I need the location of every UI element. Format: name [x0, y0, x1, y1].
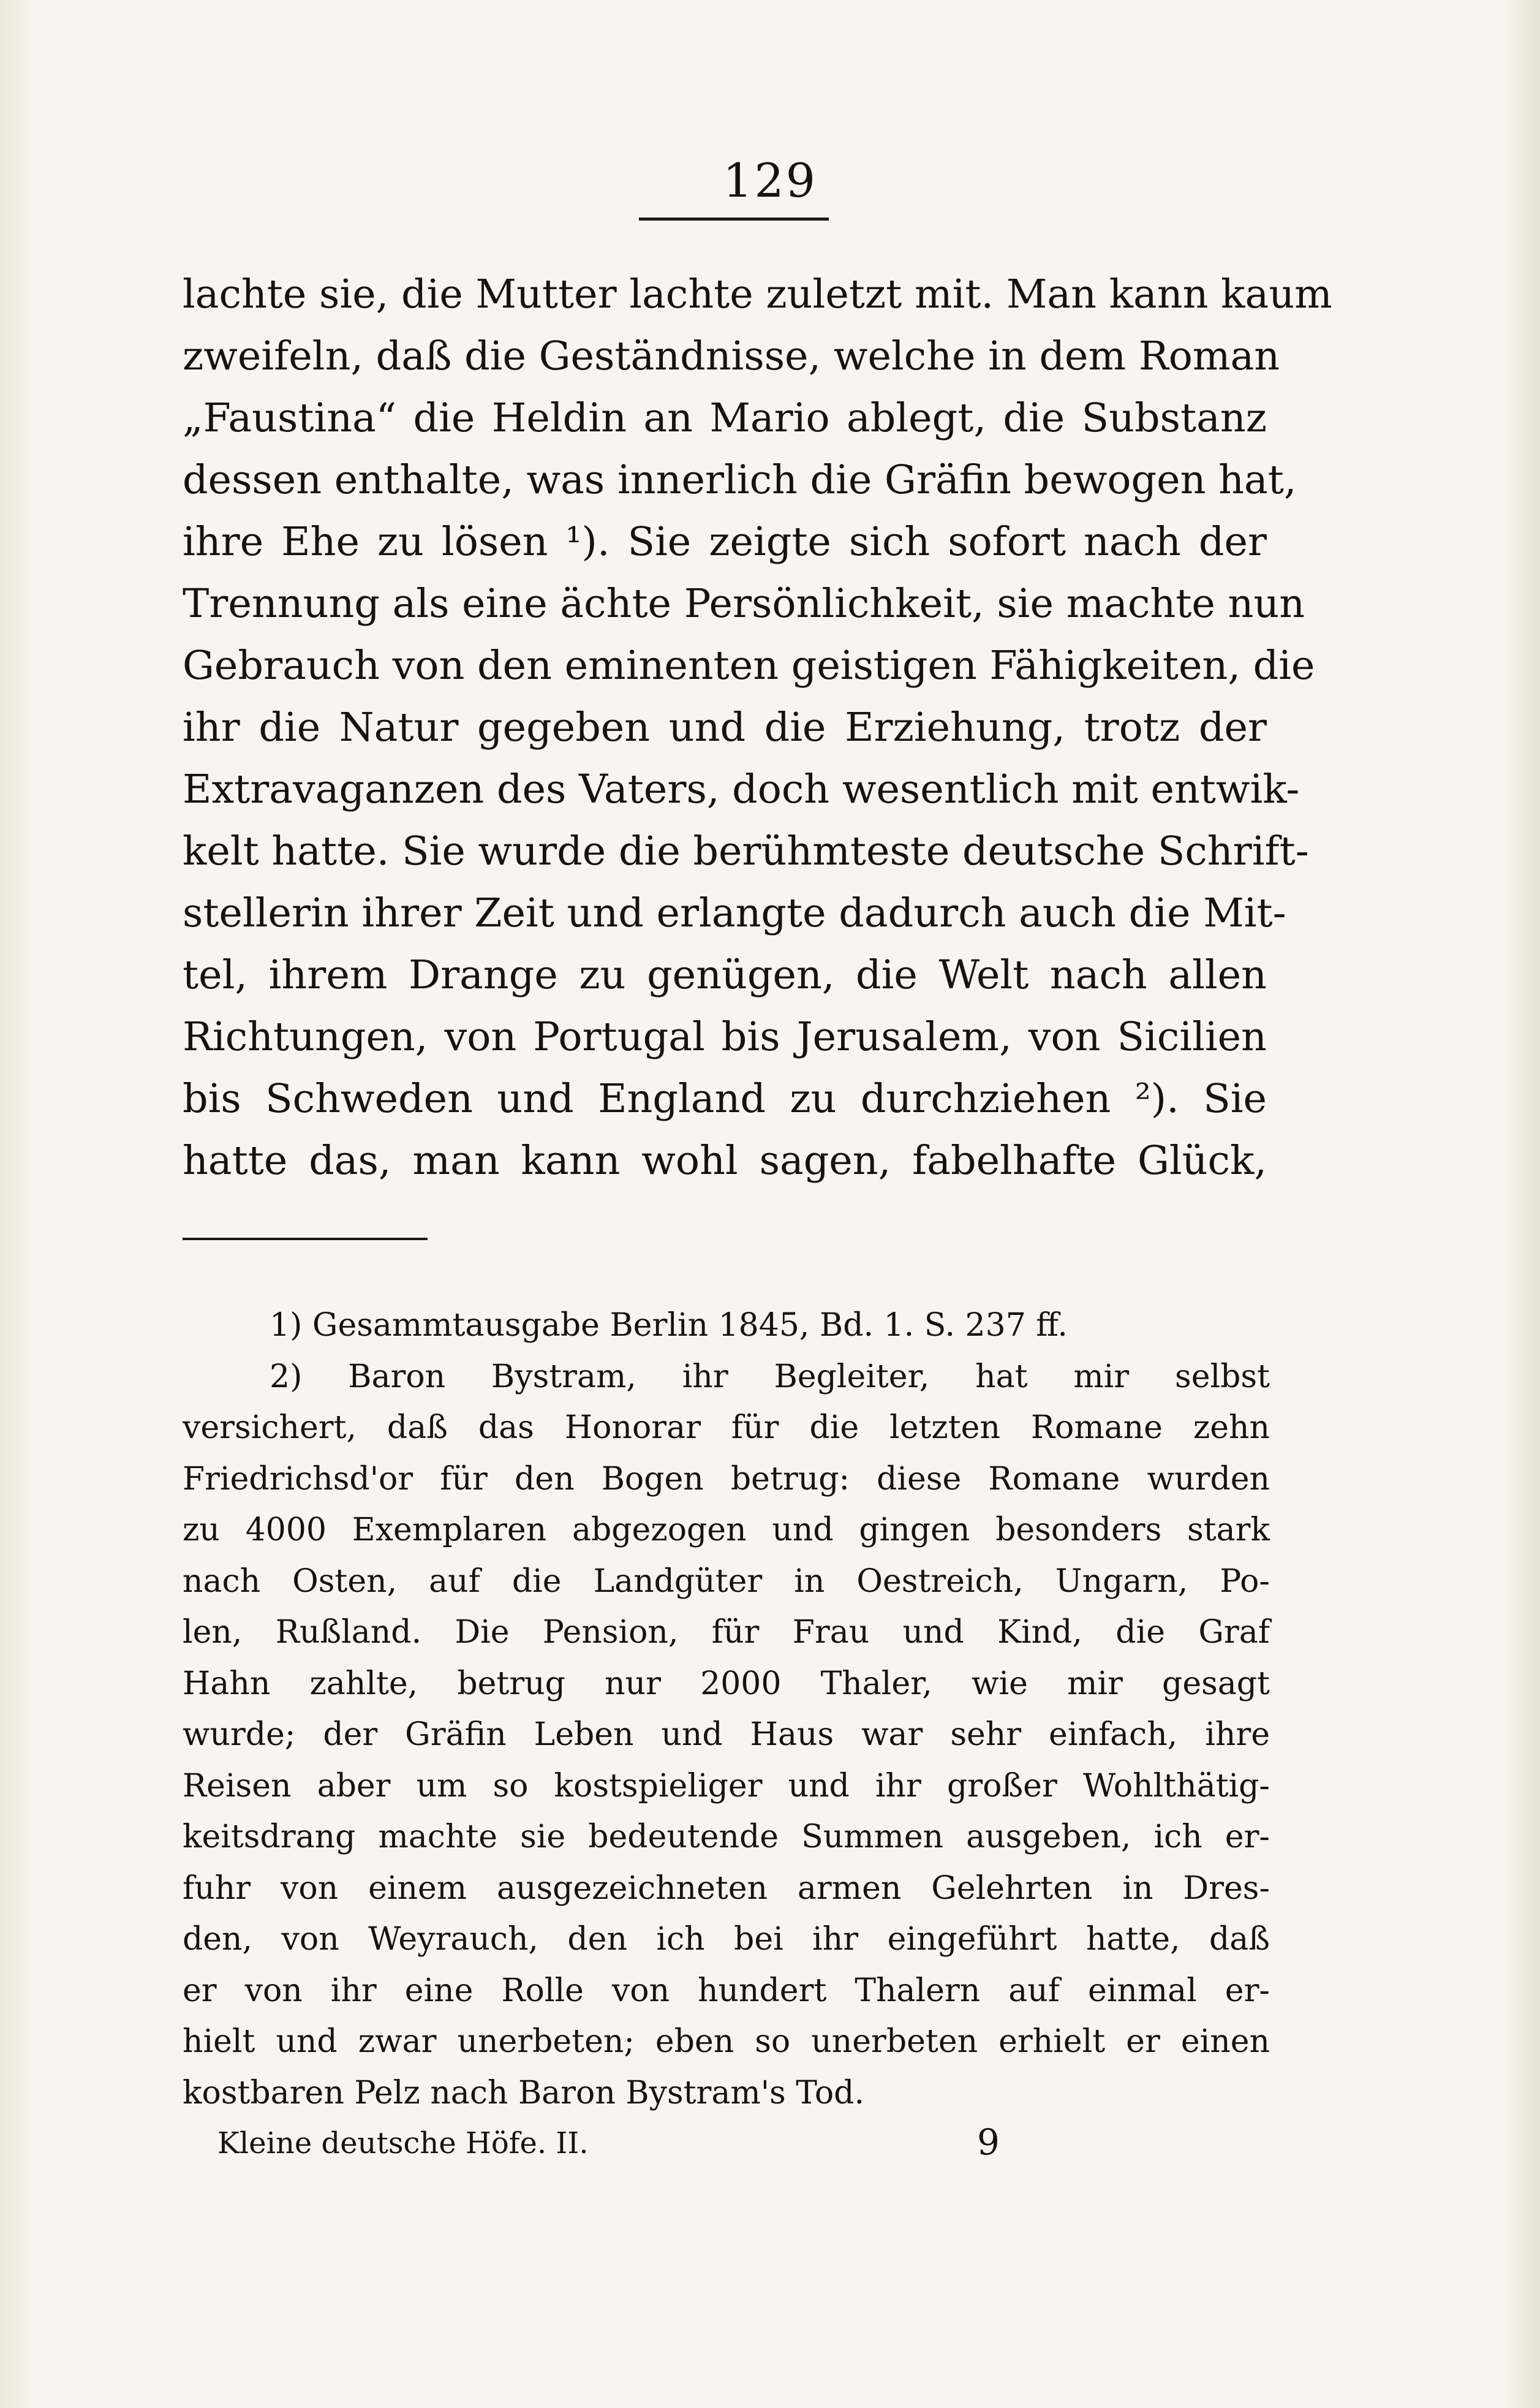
body-text	[183, 263, 1332, 1192]
sheet-number: 9	[977, 2121, 1000, 2163]
page-edge-left	[0, 0, 34, 2408]
footnote-line: den, von Weyrauch, den ich bei ihr eingeführt hatte, daß	[183, 1921, 1270, 1958]
body-line: dessen enthalte, was innerlich die Gräfin bewogen hat,	[183, 457, 1297, 503]
page-number: 129	[722, 153, 818, 208]
signature-line: Kleine deutsche Höfe. II.	[217, 2126, 589, 2160]
footnote-line: zu 4000 Exemplaren abgezogen und gingen besonders stark	[183, 1512, 1270, 1548]
footnote-line: nach Osten, auf die Landgüter in Oestreich, Ungarn, Po-	[183, 1562, 1270, 1600]
body-line: ihr die Natur gegeben und die Erziehung, trotz der	[183, 705, 1267, 751]
footnote-line: Friedrichsd'or für den Bogen betrug: diese Romane wurden	[183, 1460, 1270, 1497]
footnote-line: keitsdrang machte sie bedeutende Summen ausgeben, ich er-	[183, 1819, 1270, 1855]
page-edge-right	[1506, 0, 1540, 2408]
body-line: tel, ihrem Drange zu genügen, die Welt nach allen	[183, 952, 1267, 998]
footnote-line: Reisen aber um so kostspieliger und ihr großer Wohlthätig-	[183, 1767, 1270, 1804]
body-line: Richtungen, von Portugal bis Jerusalem, von Sicilien	[183, 1014, 1267, 1060]
footnote-line: Hahn zahlte, betrug nur 2000 Thaler, wie mir gesagt	[183, 1665, 1270, 1702]
footnote-line: er von ihr eine Rolle von hundert Thalern auf einmal er-	[183, 1972, 1270, 2009]
body-line: „Faustina“ die Heldin an Mario ablegt, die Substanz	[183, 395, 1267, 441]
footnote-rule	[183, 1238, 428, 1240]
body-line: lachte sie, die Mutter lachte zuletzt mit. Man kann kaum	[183, 271, 1332, 317]
body-line: Trennung als eine ächte Persönlichkeit, sie machte nun	[183, 581, 1305, 627]
footnotes	[183, 1300, 1270, 2119]
body-line: ihre Ehe zu lösen ¹). Sie zeigte sich sofort nach der	[183, 519, 1267, 565]
body-line: stellerin ihrer Zeit und erlangte dadurch auch die Mit-	[183, 890, 1286, 936]
footnote-line: 1) Gesammtausgabe Berlin 1845, Bd. 1. S. 237 ff.	[270, 1307, 1068, 1344]
footnote-line: versichert, daß das Honorar für die letzten Romane zehn	[183, 1409, 1270, 1446]
footnote-line: fuhr von einem ausgezeichneten armen Gelehrten in Dres-	[183, 1869, 1270, 1907]
footnote-line: 2) Baron Bystram, ihr Begleiter, hat mir selbst	[270, 1358, 1270, 1395]
body-line: zweifeln, daß die Geständnisse, welche in dem Roman	[183, 333, 1280, 379]
header-rule	[639, 218, 829, 221]
body-line: Extravaganzen des Vaters, doch wesentlich mit entwik-	[183, 767, 1300, 812]
footnote-line: hielt und zwar unerbeten; eben so unerbeten erhielt er einen	[183, 2023, 1270, 2060]
body-line: Gebrauch von den eminenten geistigen Fähigkeiten, die	[183, 643, 1315, 689]
footnote-line: len, Rußland. Die Pension, für Frau und Kind, die Graf	[183, 1614, 1270, 1651]
footnote-line: wurde; der Gräfin Leben und Haus war sehr einfach, ihre	[183, 1716, 1270, 1753]
body-line: bis Schweden und England zu durchziehen ²). Sie	[183, 1076, 1267, 1122]
body-line: hatte das, man kann wohl sagen, fabelhafte Glück,	[183, 1138, 1267, 1184]
footnote-line: kostbaren Pelz nach Baron Bystram's Tod.	[183, 2074, 864, 2111]
body-line: kelt hatte. Sie wurde die berühmteste deutsche Schrift-	[183, 828, 1309, 874]
